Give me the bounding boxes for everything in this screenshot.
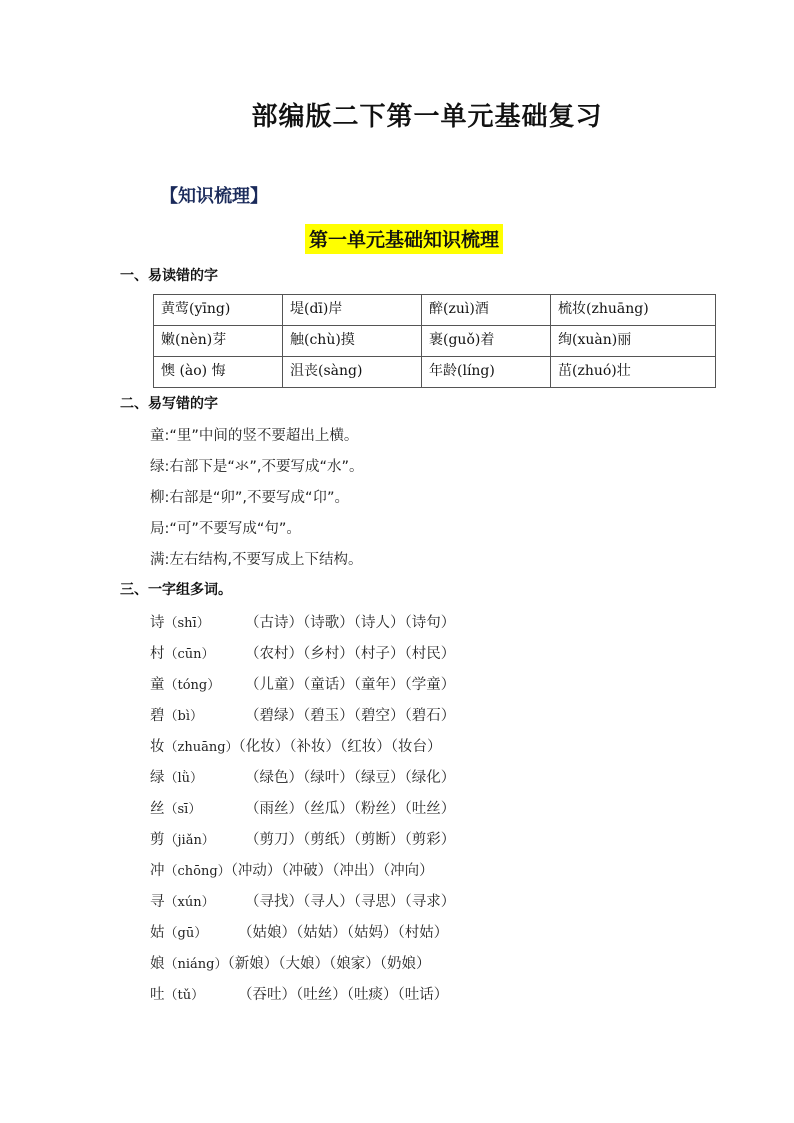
word-list: （姑娘）（姑姑）（姑妈）（村姑） bbox=[238, 925, 449, 941]
word-group-row bbox=[150, 735, 442, 756]
table-row bbox=[154, 326, 716, 357]
word-group-row bbox=[150, 704, 456, 725]
word-list: （化妆）（补妆）（红妆）（妆台） bbox=[238, 739, 442, 755]
pinyin: （xún） bbox=[164, 895, 215, 910]
character: 童 bbox=[150, 677, 165, 693]
character: 寻 bbox=[150, 894, 165, 910]
word-group-row bbox=[150, 611, 456, 632]
character: 诗 bbox=[150, 615, 165, 631]
character: 剪 bbox=[150, 832, 165, 848]
word-group-row bbox=[150, 890, 456, 911]
word-list: （碧绿）（碧玉）（碧空）（碧石） bbox=[245, 708, 456, 724]
word-list: （古诗）（诗歌）（诗人）（诗句） bbox=[245, 615, 456, 631]
heading-part2: 二、易写错的字 bbox=[120, 396, 218, 412]
character: 吐 bbox=[150, 987, 165, 1003]
pinyin: （sī） bbox=[164, 802, 202, 817]
character: 娘 bbox=[150, 956, 165, 972]
character: 村 bbox=[150, 646, 165, 662]
pinyin: （zhuāng） bbox=[164, 740, 239, 755]
writing-note: 童:“里”中间的竖不要超出上横。 bbox=[150, 428, 359, 444]
writing-note: 满:左右结构,不要写成上下结构。 bbox=[150, 552, 363, 568]
pinyin: （lǜ） bbox=[164, 771, 204, 786]
word-list: （寻找）（寻人）（寻思）（寻求） bbox=[245, 894, 456, 910]
character: 绿 bbox=[150, 770, 165, 786]
page-title: 部编版二下第一单元基础复习 bbox=[251, 102, 603, 132]
word-list: （农村）（乡村）（村子）（村民） bbox=[245, 646, 456, 662]
word-group-row bbox=[150, 673, 456, 694]
pinyin: （chōng） bbox=[164, 864, 231, 879]
word-list: （雨丝）（丝瓜）（粉丝）（吐丝） bbox=[245, 801, 456, 817]
table-cell: 懊 (ào) 悔 bbox=[154, 357, 283, 388]
table-cell: 沮丧(sàng) bbox=[283, 357, 422, 388]
section-tag: 【知识梳理】 bbox=[160, 186, 268, 207]
word-list: （新娘）（大娘）（娘家）（奶娘） bbox=[227, 956, 431, 972]
table-cell: 嫩(nèn)芽 bbox=[154, 326, 283, 357]
table-cell: 绚(xuàn)丽 bbox=[551, 326, 716, 357]
writing-note: 局:“可”不要写成“句”。 bbox=[150, 521, 301, 537]
pinyin: （shī） bbox=[164, 616, 210, 631]
word-group-row bbox=[150, 642, 456, 663]
pinyin: （jiǎn） bbox=[164, 833, 215, 848]
pronunciation-table bbox=[153, 294, 716, 388]
table-cell: 触(chù)摸 bbox=[283, 326, 422, 357]
pinyin: （tǔ） bbox=[164, 988, 205, 1003]
writing-note: 绿:右部下是“氺”,不要写成“水”。 bbox=[150, 459, 364, 475]
table-cell: 黄莺(yīng) bbox=[154, 295, 283, 326]
table-cell: 年龄(líng) bbox=[422, 357, 551, 388]
word-group-row bbox=[150, 797, 456, 818]
table-cell: 醉(zuì)酒 bbox=[422, 295, 551, 326]
pinyin: （bì） bbox=[164, 709, 203, 724]
table-cell: 堤(dī)岸 bbox=[283, 295, 422, 326]
character: 丝 bbox=[150, 801, 165, 817]
word-list: （吞吐）（吐丝）（吐痰）（吐话） bbox=[238, 987, 449, 1003]
word-group-row bbox=[150, 828, 456, 849]
word-list: （绿色）（绿叶）（绿豆）（绿化） bbox=[245, 770, 456, 786]
character: 冲 bbox=[150, 863, 165, 879]
character: 妆 bbox=[150, 739, 165, 755]
word-group-row bbox=[150, 766, 456, 787]
pinyin: （gū） bbox=[164, 926, 208, 941]
pinyin: （cūn） bbox=[164, 647, 215, 662]
word-group-row bbox=[150, 952, 430, 973]
highlight-heading: 第一单元基础知识梳理 bbox=[305, 224, 503, 254]
word-group-row bbox=[150, 983, 449, 1004]
heading-part3: 三、一字组多词。 bbox=[120, 582, 232, 598]
heading-part1: 一、易读错的字 bbox=[120, 268, 218, 284]
table-cell: 茁(zhuó)壮 bbox=[551, 357, 716, 388]
word-group-row bbox=[150, 859, 434, 880]
pinyin: （tóng） bbox=[164, 678, 221, 693]
character: 姑 bbox=[150, 925, 165, 941]
table-cell: 裹(guǒ)着 bbox=[422, 326, 551, 357]
table-row bbox=[154, 357, 716, 388]
word-list: （剪刀）（剪纸）（剪断）（剪彩） bbox=[245, 832, 456, 848]
word-list: （冲动）（冲破）（冲出）（冲向） bbox=[230, 863, 434, 879]
writing-note: 柳:右部是“卯”,不要写成“卬”。 bbox=[150, 490, 350, 506]
character: 碧 bbox=[150, 708, 165, 724]
pinyin: （niáng） bbox=[164, 957, 228, 972]
table-row bbox=[154, 295, 716, 326]
word-group-row bbox=[150, 921, 449, 942]
table-cell: 梳妆(zhuāng) bbox=[551, 295, 716, 326]
word-list: （儿童）（童话）（童年）（学童） bbox=[245, 677, 456, 693]
